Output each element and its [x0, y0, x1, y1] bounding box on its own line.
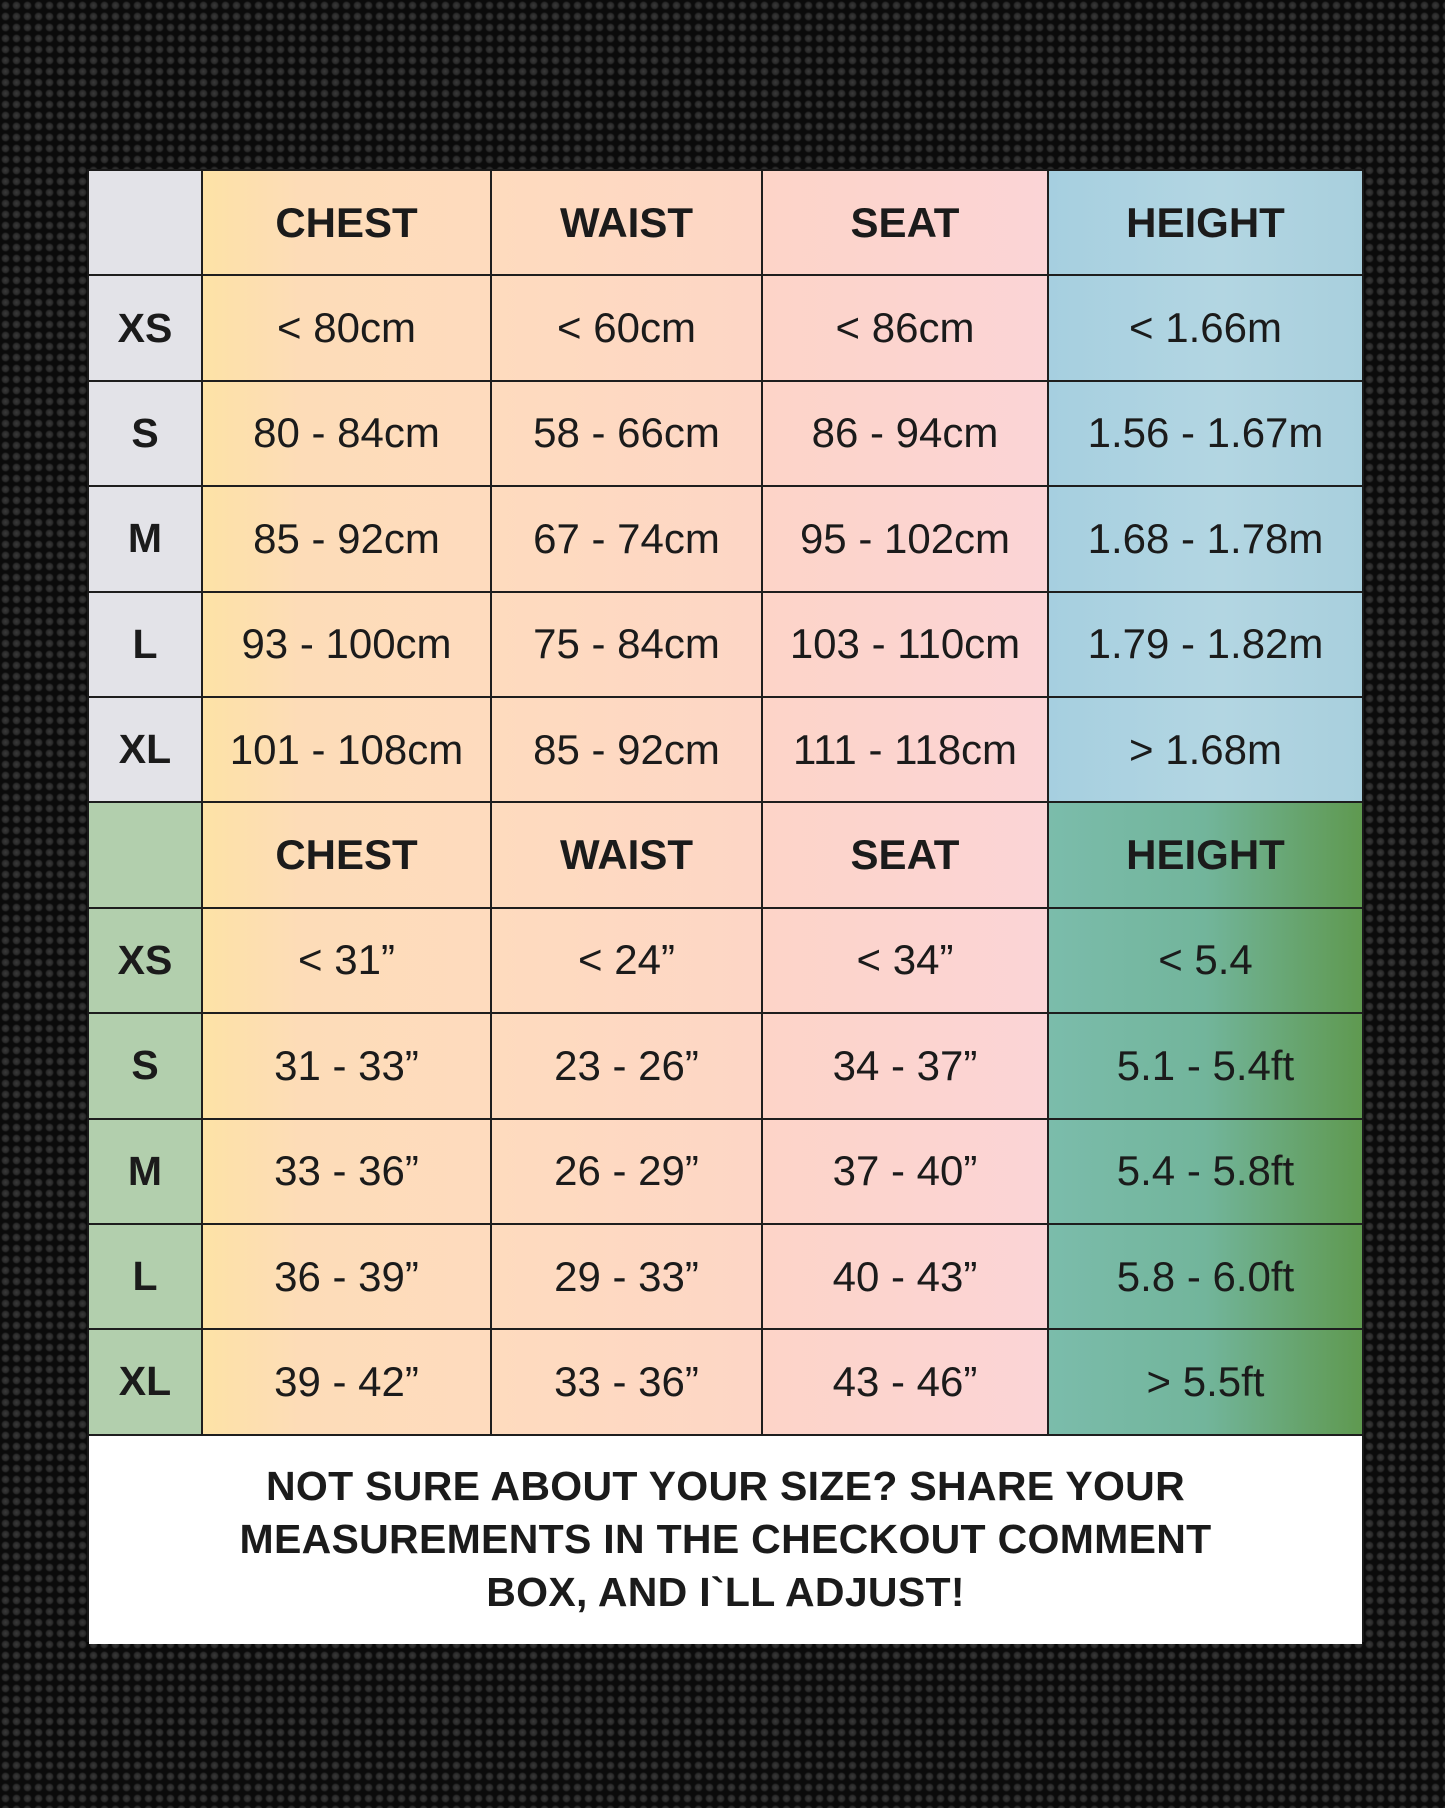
chest-value: 85 - 92cm [203, 487, 492, 592]
height-value: 1.79 - 1.82m [1049, 593, 1362, 698]
chest-value: < 31” [203, 909, 492, 1014]
size-label: XS [89, 276, 203, 381]
height-value: < 5.4 [1049, 909, 1362, 1014]
waist-value: 75 - 84cm [492, 593, 763, 698]
header-height-metric: HEIGHT [1049, 171, 1362, 276]
height-value: 5.8 - 6.0ft [1049, 1225, 1362, 1330]
chest-value: 93 - 100cm [203, 593, 492, 698]
seat-value: 86 - 94cm [763, 382, 1049, 487]
seat-value: 95 - 102cm [763, 487, 1049, 592]
waist-value: 58 - 66cm [492, 382, 763, 487]
size-label: S [89, 1014, 203, 1119]
chest-value: 39 - 42” [203, 1330, 492, 1435]
seat-value: 103 - 110cm [763, 593, 1049, 698]
chest-value: < 80cm [203, 276, 492, 381]
seat-value: < 34” [763, 909, 1049, 1014]
header-corner-metric [89, 171, 203, 276]
height-value: > 5.5ft [1049, 1330, 1362, 1435]
waist-value: 29 - 33” [492, 1225, 763, 1330]
waist-value: 23 - 26” [492, 1014, 763, 1119]
chest-value: 33 - 36” [203, 1120, 492, 1225]
size-label: L [89, 1225, 203, 1330]
size-label: XS [89, 909, 203, 1014]
waist-value: 26 - 29” [492, 1120, 763, 1225]
header-chest-imperial: CHEST [203, 803, 492, 908]
seat-value: 111 - 118cm [763, 698, 1049, 803]
height-value: 1.68 - 1.78m [1049, 487, 1362, 592]
size-label: XL [89, 698, 203, 803]
header-height-imperial: HEIGHT [1049, 803, 1362, 908]
height-value: 5.4 - 5.8ft [1049, 1120, 1362, 1225]
height-value: > 1.68m [1049, 698, 1362, 803]
chest-value: 36 - 39” [203, 1225, 492, 1330]
seat-value: 34 - 37” [763, 1014, 1049, 1119]
footer-note-text: NOT SURE ABOUT YOUR SIZE? SHARE YOUR MEASUREMENTS IN THE CHECKOUT COMMENT BOX, AND I`LL ADJUST! [239, 1463, 1212, 1616]
height-value: 5.1 - 5.4ft [1049, 1014, 1362, 1119]
header-chest-metric: CHEST [203, 171, 492, 276]
waist-value: 85 - 92cm [492, 698, 763, 803]
header-waist-imperial: WAIST [492, 803, 763, 908]
height-value: < 1.66m [1049, 276, 1362, 381]
size-label: M [89, 487, 203, 592]
seat-value: 40 - 43” [763, 1225, 1049, 1330]
size-label: L [89, 593, 203, 698]
chest-value: 80 - 84cm [203, 382, 492, 487]
waist-value: 67 - 74cm [492, 487, 763, 592]
seat-value: 37 - 40” [763, 1120, 1049, 1225]
chest-value: 101 - 108cm [203, 698, 492, 803]
header-seat-metric: SEAT [763, 171, 1049, 276]
size-label: M [89, 1120, 203, 1225]
seat-value: 43 - 46” [763, 1330, 1049, 1435]
chest-value: 31 - 33” [203, 1014, 492, 1119]
header-waist-metric: WAIST [492, 171, 763, 276]
header-seat-imperial: SEAT [763, 803, 1049, 908]
size-chart-table [89, 171, 1362, 1436]
size-chart [87, 169, 1364, 1642]
size-label: XL [89, 1330, 203, 1435]
height-value: 1.56 - 1.67m [1049, 382, 1362, 487]
waist-value: < 24” [492, 909, 763, 1014]
footer-note [89, 1436, 1362, 1644]
waist-value: < 60cm [492, 276, 763, 381]
size-label: S [89, 382, 203, 487]
seat-value: < 86cm [763, 276, 1049, 381]
header-corner-imperial [89, 803, 203, 908]
waist-value: 33 - 36” [492, 1330, 763, 1435]
